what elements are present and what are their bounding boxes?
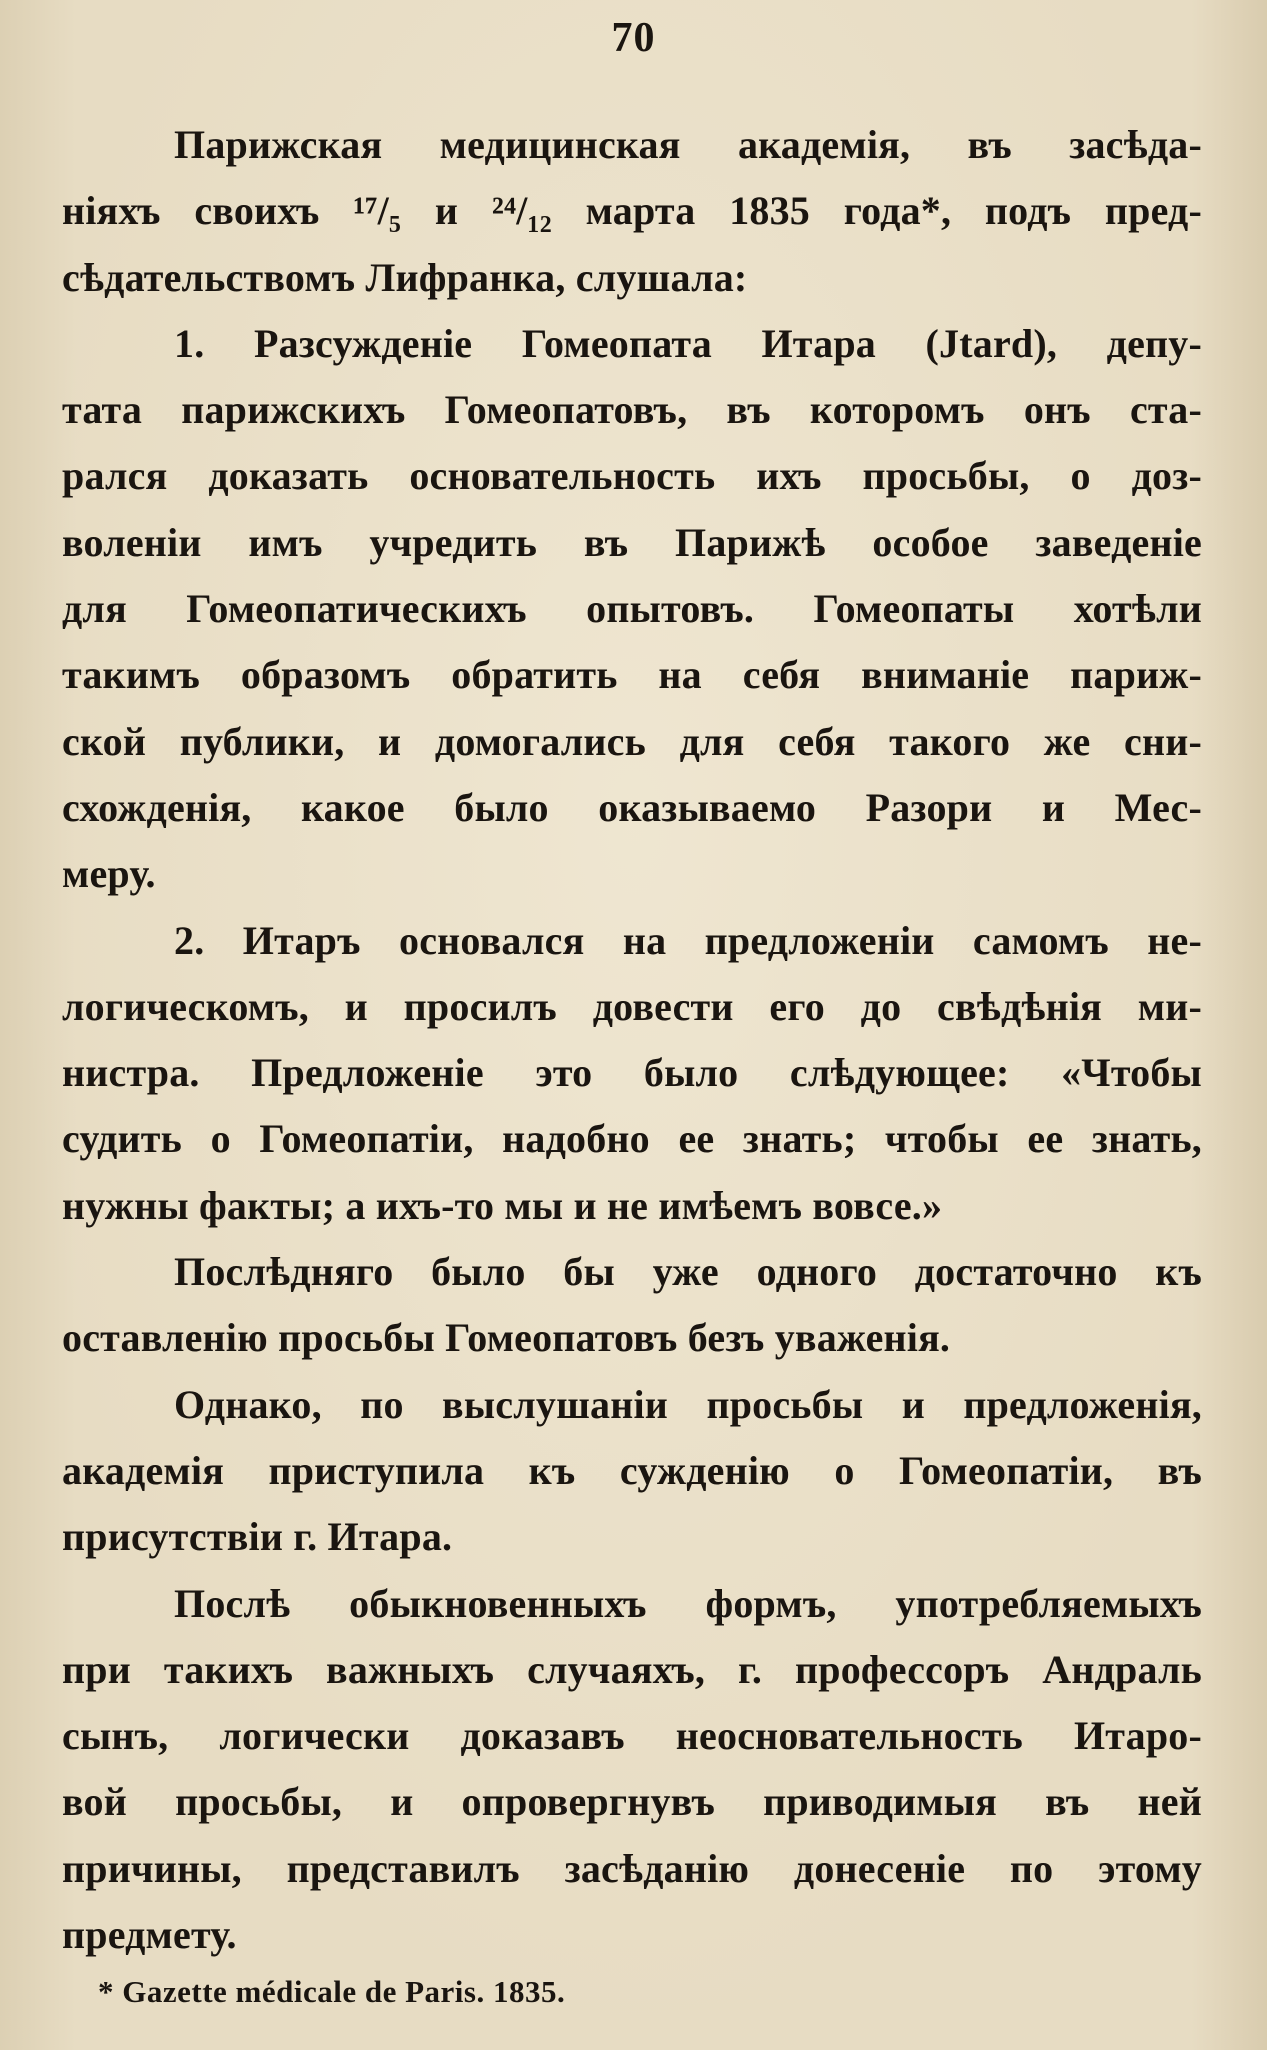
text-line: оставленію просьбы Гомеопатовъ безъ уваженія. [62, 1315, 951, 1361]
text-line: такимъ образомъ обратить на себя вниманіе париж- [62, 652, 1202, 698]
text-line: присутствіи г. Итара. [62, 1514, 453, 1560]
text-line: судить о Гомеопатіи, надобно ее знать; чтобы ее знать, [62, 1116, 1202, 1162]
body-text [62, 112, 1202, 1968]
text-line: 1. Разсужденіе Гомеопата Итара (Jtard), депу- [174, 320, 1202, 366]
text-line: Однако, по выслушаніи просьбы и предложенія, [174, 1381, 1202, 1427]
text-line: предмету. [62, 1912, 237, 1958]
text-line: причины, представилъ засѣданію донесеніе по этому [62, 1845, 1202, 1891]
text-line: сѣдательствомъ Лифранка, слушала: [62, 254, 748, 300]
text-line: нистра. Предложеніе это было слѣдующее: «Чтобы [62, 1050, 1202, 1096]
text-line: Послѣ обыкновенныхъ формъ, употребляемыхъ [174, 1580, 1202, 1626]
text-line: тата парижскихъ Гомеопатовъ, въ которомъ онъ ста- [62, 387, 1202, 433]
text-line: ской публики, и домогались для себя такого же сни- [62, 718, 1202, 764]
text-line: сынъ, логически доказавъ неосновательность Итаро- [62, 1713, 1202, 1759]
text-line: ніяхъ своихъ ¹⁷/₅ и ²⁴/₁₂ марта 1835 года*, подъ пред- [62, 188, 1202, 234]
text-line: нужны факты; а ихъ-то мы и не имѣемъ вовсе.» [62, 1182, 943, 1228]
text-line: воленіи имъ учредить въ Парижѣ особое заведеніе [62, 519, 1202, 565]
text-line: Послѣдняго было бы уже одного достаточно къ [174, 1249, 1202, 1295]
footnote: * Gazette médicale de Paris. 1835. [98, 1974, 566, 2009]
text-line: Парижская медицинская академія, въ засѣда- [174, 122, 1202, 167]
text-line: академія приступила къ сужденію о Гомеопатіи, въ [62, 1447, 1202, 1493]
page-number: 70 [611, 15, 656, 61]
text-line: схожденія, какое было оказываемо Разори и Мес- [62, 784, 1202, 830]
text-line: 2. Итаръ основался на предложеніи самомъ не- [174, 917, 1202, 963]
text-line: меру. [62, 851, 156, 897]
text-line: логическомъ, и просилъ довести его до свѣдѣнія ми- [62, 983, 1202, 1029]
text-line: вой просьбы, и опровергнувъ приводимыя въ ней [62, 1779, 1202, 1825]
text-line: при такихъ важныхъ случаяхъ, г. профессоръ Андраль [62, 1646, 1202, 1692]
text-line: рался доказать основательность ихъ просьбы, о доз- [62, 453, 1202, 499]
text-line: для Гомеопатическихъ опытовъ. Гомеопаты хотѣли [62, 586, 1202, 632]
